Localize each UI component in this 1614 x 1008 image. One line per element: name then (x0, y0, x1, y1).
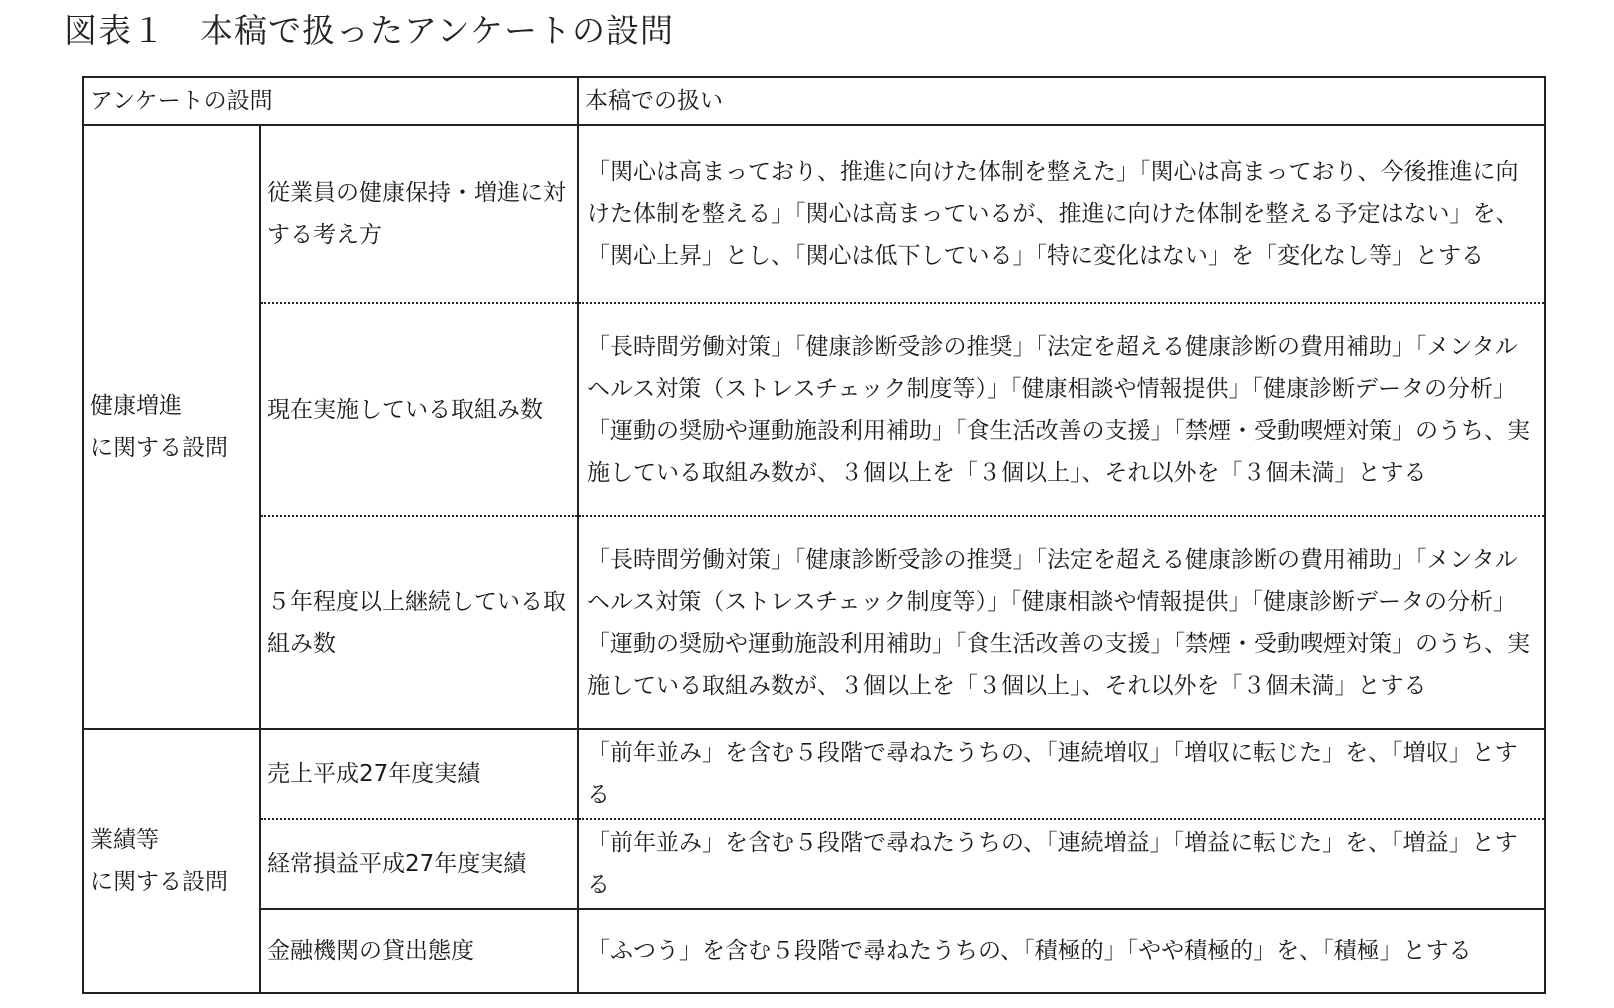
table-row (83, 303, 1545, 516)
group-label-line: 業績等 (90, 827, 159, 853)
table-row (83, 819, 1545, 909)
question-cell (260, 909, 578, 993)
treatment-text: 「ふつう」を含む５段階で尋ねたうちの、「積極的」「やや積極的」を、「積極」とする (587, 938, 1472, 964)
group-label-line: 健康増進 (90, 393, 182, 419)
header-treatment-cell: 本稿での扱い (578, 77, 1545, 125)
header-question-cell: アンケートの設問 (83, 77, 578, 125)
question-text: 従業員の健康保持・増進に対する考え方 (267, 180, 566, 248)
table-header-row (83, 77, 1545, 125)
question-cell (260, 303, 578, 516)
group-label-line: に関する設問 (90, 435, 228, 461)
group-label-line: に関する設問 (90, 869, 228, 895)
question-cell (260, 516, 578, 729)
question-text: 売上平成27年度実績 (267, 761, 481, 787)
question-text: 金融機関の貸出態度 (267, 938, 474, 964)
table-row (83, 125, 1545, 303)
question-cell (260, 729, 578, 819)
treatment-cell (578, 125, 1545, 303)
question-text: ５年程度以上継続している取組み数 (267, 588, 566, 657)
table-row (83, 729, 1545, 819)
treatment-text: 「前年並み」を含む５段階で尋ねたうちの、「連続増収」「増収に転じた」を、「増収」とする (587, 740, 1518, 808)
table-row (83, 516, 1545, 729)
treatment-text: 「長時間労働対策」「健康診断受診の推奨」「法定を超える健康診断の費用補助」「メンタルヘルス対策（ストレスチェック制度等）」「健康相談や情報提供」「健康診断データの分析」「運動の奨励や運動施設利用補助」「食生活改善の支援」「禁煙・受動喫煙対策」のうち、実施している取組み数が、３個以上を「３個以上」、それ以外を「３個未満」とする (587, 333, 1530, 486)
question-text: 経常損益平成27年度実績 (267, 851, 527, 877)
question-cell (260, 125, 578, 303)
group-label-cell (83, 125, 260, 729)
page-title: 図表１ 本稿で扱ったアンケートの設問 (64, 11, 675, 50)
treatment-cell (578, 909, 1545, 993)
treatment-text: 「長時間労働対策」「健康診断受診の推奨」「法定を超える健康診断の費用補助」「メンタルヘルス対策（ストレスチェック制度等）」「健康相談や情報提供」「健康診断データの分析」「運動の奨励や運動施設利用補助」「食生活改善の支援」「禁煙・受動喫煙対策」のうち、実施している取組み数が、３個以上を「３個以上」、それ以外を「３個未満」とする (587, 546, 1530, 699)
treatment-text: 「関心は高まっており、推進に向けた体制を整えた」「関心は高まっており、今後推進に向けた体制を整える」「関心は高まっているが、推進に向けた体制を整える予定はない」を、「関心上昇」とし、「関心は低下している」「特に変化はない」を「変化なし等」とする (587, 159, 1519, 269)
treatment-text: 「前年並み」を含む５段階で尋ねたうちの、「連続増益」「増益に転じた」を、「増益」とする (587, 830, 1518, 898)
question-text: 現在実施している取組み数 (267, 396, 543, 423)
survey-table (82, 76, 1546, 994)
table-row (83, 909, 1545, 993)
treatment-cell (578, 819, 1545, 909)
question-cell (260, 819, 578, 909)
treatment-cell (578, 516, 1545, 729)
group-label-cell (83, 729, 260, 993)
treatment-cell (578, 303, 1545, 516)
treatment-cell (578, 729, 1545, 819)
